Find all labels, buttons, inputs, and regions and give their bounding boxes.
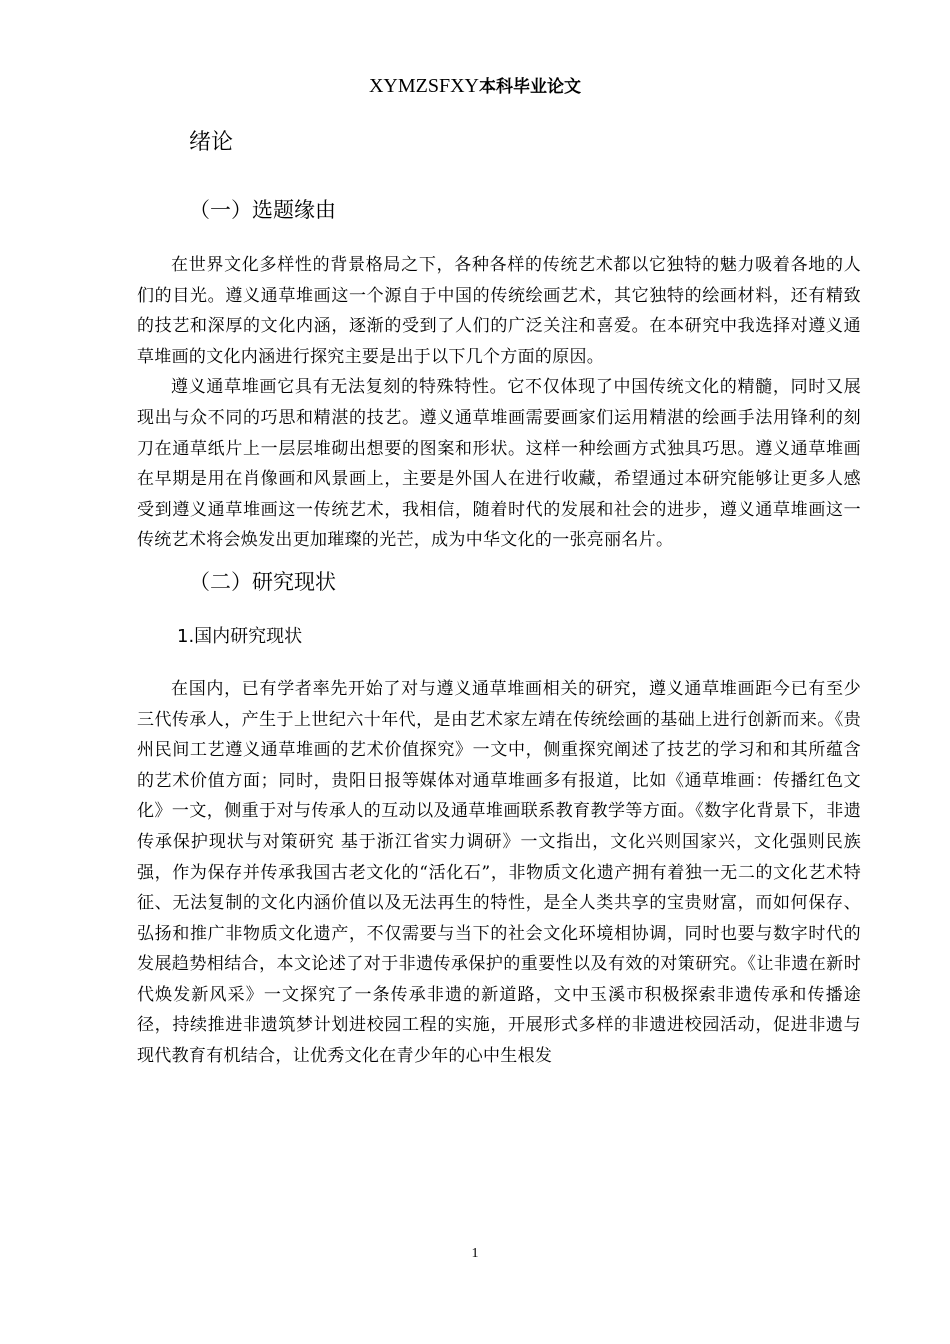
- document-body: [137, 120, 861, 1072]
- chapter-title: 绪论: [189, 130, 234, 155]
- section-title-status: （二）研究现状: [189, 569, 336, 594]
- paragraph: 在世界文化多样性的背景格局之下，各种各样的传统艺术都以它独特的魅力吸着各地的人们的目光。遵义通草堆画这一个源自于中国的传统绘画艺术，其它独特的绘画材料，还有精致的技艺和深厚的文化内涵，逐渐的受到了人们的广泛关注和喜爱。在本研究中我选择对遵义通草堆画的文化内涵进行探究主要是出于以下几个方面的原因。: [137, 255, 861, 367]
- page-header: [0, 72, 950, 101]
- subsection-title-domestic: 1.国内研究现状: [177, 625, 303, 647]
- paragraph: 遵义通草堆画它具有无法复刻的特殊特性。它不仅体现了中国传统文化的精髓，同时又展现出与众不同的巧思和精湛的技艺。遵义通草堆画需要画家们运用精湛的绘画手法用锋利的刻刀在通草纸片上一层层堆砌出想要的图案和形状。这样一种绘画方式独具巧思。遵义通草堆画在早期是用在肖像画和风景画上，主要是外国人在进行收藏，希望通过本研究能够让更多人感受到遵义通草堆画这一传统艺术，我相信，随着时代的发展和社会的进步，遵义通草堆画这一传统艺术将会焕发出更加璀璨的光芒，成为中华文化的一张亮丽名片。: [137, 377, 861, 551]
- section-title-reason: （一）选题缘由: [189, 198, 336, 222]
- paragraph: 在国内，已有学者率先开始了对与遵义通草堆画相关的研究，遵义通草堆画距今已有至少三代传承人，产生于上世纪六十年代，是由艺术家左靖在传统绘画的基础上进行创新而来。《贵州民间工艺遵义通草堆画的艺术价值探究》一文中，侧重探究阐述了技艺的学习和和其所蕴含的艺术价值方面；同时，贵阳日报等媒体对通草堆画多有报道，比如《通草堆画：传播红色文化》一文，侧重于对与传承人的互动以及通草堆画联系教育教学等方面。《数字化背景下，非遗传承保护现状与对策研究 基于浙江省实力调研》一文指出，文化兴则国家兴，文化强则民族强，作为保存并传承我国古老文化的“活化石”，非物质文化遗产拥有着独一无二的文化艺术特征、无法复制的文化内涵价值以及无法再生的特性，是全人类共享的宝贵财富，而如何保存、弘扬和推广非物质文化遗产，不仅需要与当下的社会文化环境相协调，同时也要与数字时代的发展趋势相结合，本文论述了对于非遗传承保护的重要性以及有效的对策研究。《让非遗在新时代焕发新风采》一文探究了一条传承非遗的新道路，文中玉溪市积极探索非遗传承和传播途径，持续推进非遗筑梦计划进校园工程的实施，开展形式多样的非遗进校园活动，促进非遗与现代教育有机结合，让优秀文化在青少年的心中生根发: [137, 678, 861, 1067]
- header-label: 本科毕业论文: [479, 77, 582, 97]
- page-number: 1: [471, 1246, 479, 1261]
- header-code: XYMZSFXY: [368, 75, 480, 97]
